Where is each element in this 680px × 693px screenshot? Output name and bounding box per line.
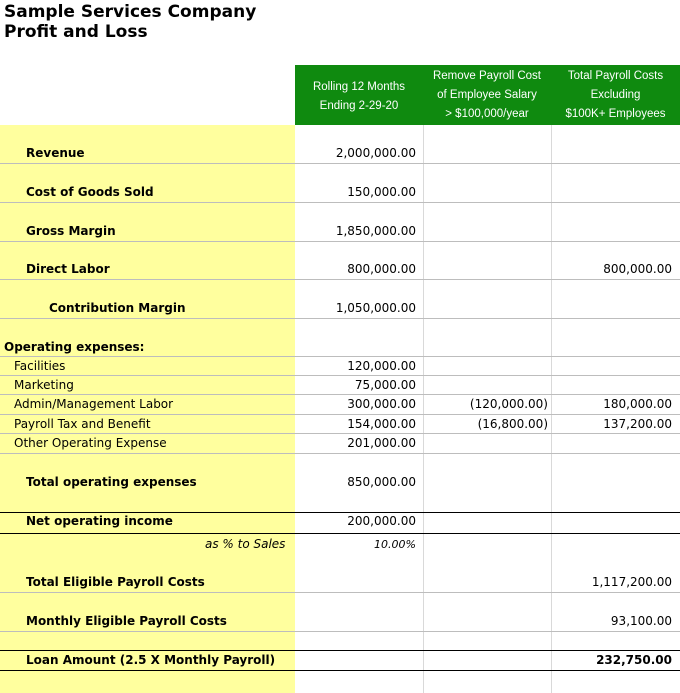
table-row-net-operating-income	[0, 512, 680, 531]
table-row-cogs	[0, 183, 680, 202]
row-label: Monthly Eligible Payroll Costs	[26, 614, 227, 628]
table-row-total-opex	[0, 473, 680, 492]
table-row-admin-labor	[0, 395, 680, 414]
rolling-value: 150,000.00	[347, 185, 416, 199]
row-label: Cost of Goods Sold	[26, 185, 154, 199]
row-divider	[0, 202, 680, 203]
col3-header-line1: Total Payroll Costs	[567, 69, 664, 82]
table-row-total-eligible-payroll	[0, 573, 680, 592]
rolling-value: 1,850,000.00	[335, 224, 416, 238]
total-payroll-value: 180,000.00	[603, 397, 672, 411]
row-label: Revenue	[26, 146, 85, 160]
row-divider-net-income	[0, 533, 680, 534]
column-header-total-payroll	[551, 65, 680, 125]
row-divider	[0, 453, 680, 454]
total-payroll-value: 137,200.00	[603, 417, 672, 431]
company-title: Sample Services Company	[4, 2, 257, 22]
col1-header-line1: Rolling 12 Months	[312, 81, 406, 93]
rolling-value: 154,000.00	[347, 417, 416, 431]
remove-payroll-value: (16,800.00)	[477, 417, 548, 431]
table-row-payroll-tax	[0, 415, 680, 434]
col2-header-line1: Remove Payroll Cost	[432, 69, 541, 82]
table-row-revenue	[0, 144, 680, 163]
remove-payroll-value: (120,000.00)	[469, 397, 548, 411]
total-payroll-value: 1,117,200.00	[591, 575, 672, 589]
rolling-value: 200,000.00	[347, 514, 416, 528]
col3-header-line2: Excluding	[590, 88, 641, 101]
rolling-value: 2,000,000.00	[335, 146, 416, 160]
rolling-value: 10.00%	[374, 538, 416, 551]
col3-header-line3: $100K+ Employees	[565, 107, 666, 120]
table-row-contribution-margin	[0, 299, 680, 318]
row-label: Facilities	[14, 359, 66, 373]
row-label: Net operating income	[26, 514, 173, 528]
table-row-other-opex	[0, 434, 680, 453]
total-payroll-value: 93,100.00	[610, 614, 672, 628]
rolling-value: 120,000.00	[347, 359, 416, 373]
row-label: as % to Sales	[205, 537, 286, 551]
row-divider	[0, 241, 680, 242]
rolling-value: 300,000.00	[347, 397, 416, 411]
rolling-value: 201,000.00	[347, 436, 416, 450]
report-title: Profit and Loss	[4, 22, 148, 42]
row-divider	[0, 163, 680, 164]
rolling-value: 850,000.00	[347, 475, 416, 489]
row-label: Direct Labor	[26, 262, 110, 276]
rolling-value: 800,000.00	[347, 262, 416, 276]
total-payroll-value: 800,000.00	[603, 262, 672, 276]
table-row-gross-margin	[0, 222, 680, 241]
rolling-value: 1,050,000.00	[335, 301, 416, 315]
row-label: Total Eligible Payroll Costs	[26, 575, 205, 589]
row-label: Contribution Margin	[49, 301, 186, 315]
row-label: Gross Margin	[26, 224, 116, 238]
table-row-monthly-eligible-payroll	[0, 612, 680, 631]
total-payroll-value: 232,750.00	[596, 653, 672, 667]
column-header-remove-payroll	[423, 65, 551, 125]
row-divider	[0, 318, 680, 319]
row-label: Payroll Tax and Benefit	[14, 417, 151, 431]
row-divider	[0, 631, 680, 632]
row-divider-loan-bottom	[0, 670, 680, 671]
col2-header-line3: > $100,000/year	[445, 107, 529, 120]
table-row-operating-expenses-header	[0, 338, 680, 357]
table-row-pct-to-sales	[0, 535, 680, 554]
table-row-marketing	[0, 376, 680, 395]
row-label: Other Operating Expense	[14, 436, 167, 450]
table-row-direct-labor	[0, 260, 680, 279]
row-label: Admin/Management Labor	[14, 397, 174, 411]
rolling-value: 75,000.00	[354, 378, 416, 392]
col2-header-line2: of Employee Salary	[437, 88, 537, 101]
section-heading: Operating expenses:	[4, 340, 145, 354]
column-header-rolling-12-months	[295, 78, 423, 125]
row-divider	[0, 279, 680, 280]
col1-header-line2: Ending 2-29-20	[319, 100, 399, 112]
table-row-loan-amount	[0, 651, 680, 670]
row-label: Loan Amount (2.5 X Monthly Payroll)	[26, 653, 276, 667]
table-row-facilities	[0, 357, 680, 376]
row-label: Total operating expenses	[26, 475, 197, 489]
row-label: Marketing	[14, 378, 74, 392]
row-divider	[0, 592, 680, 593]
